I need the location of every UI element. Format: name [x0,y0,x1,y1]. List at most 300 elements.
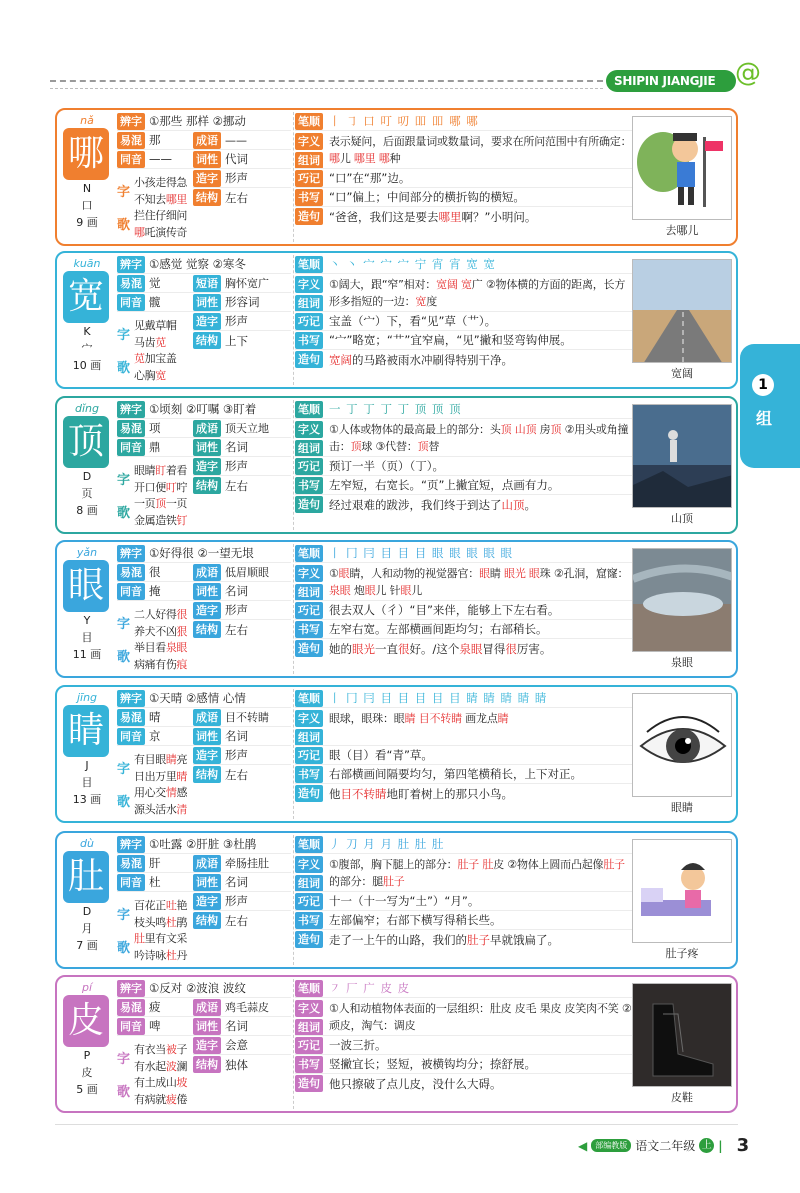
shuxie-row [295,188,633,207]
char-card-2[interactable] [55,396,738,534]
zaoju-label: 造句 [295,1075,323,1092]
shuxie-text: 竖撇宜长；竖短，被横钩均分；捺舒展。 [329,1057,536,1071]
second-label: 成语 [193,564,221,581]
bianzi-row [117,835,291,854]
char-card-4[interactable] [55,685,738,823]
rhyme-lines [134,174,187,240]
char-details [295,112,633,242]
back-arrow-icon[interactable]: ◀ [578,1138,588,1153]
tongyin-label: 同音 [117,439,145,456]
shuxie-text: 左部偏窄；右部下横写得稍长些。 [329,913,502,927]
zi-label: 字 [117,617,131,632]
rhyme-line: 金属造铁钉 [134,513,188,527]
qiaoji-label: 巧记 [295,170,323,187]
zaozi-text: 会意 [225,1038,248,1052]
tongyin-text: 掩 [149,584,161,598]
rhyme-line: 苋加宝盖 [134,352,177,366]
ge-label: 歌 [117,218,131,233]
rhyme-line: 眼睛盯着看 [134,464,188,477]
jiegou-label: 结构 [193,189,221,206]
tongyin-row [117,1017,193,1036]
zuci-label: 组词 [295,440,323,457]
char-info [63,691,111,808]
rhyme-lines [134,317,176,383]
qiaoji-label: 巧记 [295,1037,323,1054]
shuxie-row [295,1055,633,1074]
qiaoji-text: 十一（十一写为“土”）“月”。 [329,894,480,908]
shuxie-text: “口”偏上；中间部分的横折钩的横短。 [329,190,525,204]
main-character[interactable]: 眼 [63,560,109,612]
zaozi-label: 造字 [193,170,221,187]
cixing-label: 词性 [193,1018,221,1035]
tongyin-text: 京 [149,729,161,743]
zaoju-label: 造句 [295,931,323,948]
tongyin-label: 同音 [117,874,145,891]
zaozi-row [193,457,291,476]
stroke-count: 8 画 [76,504,98,517]
jiegou-row [193,188,291,207]
rhyme-block [117,601,193,677]
char-info [63,546,111,663]
ge-label: 歌 [117,795,131,810]
qiaoji-label: 巧记 [295,313,323,330]
yihun-row [117,419,193,438]
second-label: 短语 [193,275,221,292]
zaozi-text: 形声 [225,171,248,185]
qiaoji-label: 巧记 [295,458,323,475]
second-label: 成语 [193,132,221,149]
zaozi-text: 形声 [225,314,248,328]
ziyi-label: 字义 [295,856,323,873]
rhyme-line: 见戴草帽 [134,319,177,332]
qiaoji-label: 巧记 [295,602,323,619]
rhyme-block [117,169,193,245]
jiegou-row [193,1055,291,1074]
cixing-text: 名词 [225,875,248,889]
rhyme-line: 二人好得很 [134,608,188,621]
jiegou-text: 左右 [225,767,248,782]
yihun-label: 易混 [117,855,145,872]
second-text: 目不转睛 [225,711,269,724]
char-info [63,257,111,374]
rhyme-block [117,1036,193,1112]
char-card-3[interactable] [55,540,738,678]
bianzi-text: ①天晴 ②感情 心情 [149,691,246,705]
bianzi-text: ①感觉 觉察 ②寒冬 [149,257,246,271]
stroke-count: 5 画 [76,1083,98,1096]
cixing-label: 词性 [193,583,221,600]
cixing-row [193,582,291,601]
main-character[interactable]: 宽 [63,271,109,323]
rhyme-block [117,892,193,968]
rhyme-line: 枝头鸣杜鹃 [134,915,188,929]
yihun-text: 那 [149,133,161,147]
qiaoji-text: 眼（目）看“青”草。 [329,748,433,762]
shuxie-text: “宀”略宽；“艹”宜窄扁，“见”撇和竖弯钩伸展。 [329,333,572,347]
qiaoji-text: 宝盖（宀）下，看“见”草（艹）。 [329,314,497,328]
shuxie-text: 左窄短，右宽长。“页”上撇宜短，点画有力。 [329,478,560,492]
jiegou-label: 结构 [193,621,221,638]
bianzi-row [117,112,291,131]
shuxie-label: 书写 [295,189,323,206]
tongyin-label: 同音 [117,294,145,311]
tongyin-row [117,873,193,892]
rhyme-lines [134,1041,187,1107]
rhyme-line: 举目看泉眼 [134,641,188,655]
bishun-text: 一 丁 丁 丁 丁 顶 顶 顶 [329,402,462,416]
bianzi-text: ①好得很 ②一望无垠 [149,546,254,560]
bishun-row [295,255,633,274]
char-details [295,835,633,965]
zaozi-label: 造字 [193,893,221,910]
ziyi-label: 字义 [295,710,323,727]
illustration-image [632,259,732,363]
char-facts [117,544,291,674]
char-details [295,255,633,385]
char-facts [117,979,291,1109]
yihun-text: 觉 [149,276,161,290]
zaoju-row [295,495,633,514]
bishun-label: 笔顺 [295,401,323,418]
rhyme-line: 养犬不凶狠 [134,624,188,638]
ziyi-text: ①腹部，胸下腿上的部分：肚子 肚皮 ②物体上圆而凸起像肚子的部分：腿肚子 [329,858,625,888]
cixing-text: 名词 [225,729,248,743]
jiegou-text: 左右 [225,913,248,928]
series-logo: SHIPIN JIANGJIE [606,70,736,92]
bishun-label: 笔顺 [295,690,323,707]
jiegou-row [193,476,291,495]
char-details [295,400,633,530]
pinyin-letter: D [82,470,92,483]
column-divider [293,689,294,819]
ge-label: 歌 [117,361,131,376]
bishun-label: 笔顺 [295,545,323,562]
shuxie-row [295,765,633,784]
shuxie-row [295,911,633,930]
rhyme-line: 源头活水清 [134,802,188,816]
qiaoji-row [295,312,633,331]
jiegou-label: 结构 [193,912,221,929]
bishun-label: 笔顺 [295,836,323,853]
rhyme-line: 日出万里晴 [134,769,188,783]
zaoju-text: 经过艰难的跋涉，我们终于到达了山顶。 [329,497,536,512]
tongyin-row [117,293,193,312]
bianzi-row [117,979,291,998]
qiaoji-row [295,1036,633,1055]
footer-subject: 语文二年级 [635,1139,696,1153]
zaozi-label: 造字 [193,313,221,330]
jiegou-text: 独体 [225,1057,248,1072]
cixing-text: 形容词 [225,295,260,309]
bianzi-label: 辨字 [117,980,145,997]
illustration-caption: 眼睛 [671,801,693,814]
ziyi-row [295,854,633,892]
bishun-label: 笔顺 [295,980,323,997]
stroke-count: 7 画 [76,939,98,952]
qiaoji-label: 巧记 [295,747,323,764]
tongyin-text: 杜 [149,875,161,889]
illustration-image [632,548,732,652]
yihun-text: 项 [149,421,161,435]
facts-grid [117,274,291,388]
char-info [63,114,111,231]
main-character[interactable]: 哪 [63,128,109,180]
jiegou-label: 结构 [193,1056,221,1073]
jiegou-row [193,765,291,784]
rhyme-line: 不知去哪里 [134,192,188,206]
ge-label: 歌 [117,1085,131,1100]
bishun-row [295,112,633,131]
char-facts [117,689,291,819]
char-card-5[interactable] [55,831,738,969]
illustration-image [632,983,732,1087]
rhyme-line: 有病就疲倦 [134,1092,188,1106]
illustration-image [632,693,732,797]
radical: 月 [81,922,93,935]
char-card-6[interactable] [55,975,738,1113]
qiaoji-row [295,457,633,476]
cixing-label: 词性 [193,151,221,168]
shuxie-row [295,476,633,495]
yihun-row [117,131,193,150]
zaoju-text: 他目不转睛地盯着树上的那只小鸟。 [329,786,513,801]
rhyme-lines [134,606,187,672]
tongyin-text: 鼎 [149,440,161,454]
facts-grid [117,708,291,822]
zaoju-label: 造句 [295,208,323,225]
illustration-caption: 皮鞋 [671,1091,693,1104]
zaoju-row [295,930,633,949]
cixing-row [193,293,291,312]
zaozi-row [193,746,291,765]
bianzi-text: ①吐露 ②肝脏 ③杜鹃 [149,837,257,851]
zaozi-row [193,892,291,911]
zaoju-text: 他只擦破了点儿皮，没什么大碍。 [329,1076,502,1091]
yihun-label: 易混 [117,132,145,149]
shuxie-label: 书写 [295,912,323,929]
yihun-label: 易混 [117,564,145,581]
rhyme-lines [134,897,187,963]
yihun-label: 易混 [117,420,145,437]
zaoju-row [295,207,633,226]
shuxie-label: 书写 [295,477,323,494]
cixing-row [193,150,291,169]
illustration-caption: 肚子疼 [665,947,699,960]
zaozi-text: 形声 [225,603,248,617]
second-text: 顶天立地 [225,422,269,435]
tongyin-text: 啤 [149,1019,161,1033]
second-text: 牵肠挂肚 [225,857,269,870]
bianzi-text: ①反对 ②波浪 波纹 [149,981,246,995]
zaozi-row [193,169,291,188]
second-row [193,998,291,1017]
illustration-caption: 宽阔 [671,367,693,380]
zaoju-text: 宽阔的马路被雨水冲刷得特别干净。 [329,352,513,367]
zaoju-label: 造句 [295,351,323,368]
pinyin-letter: P [83,1049,91,1062]
yihun-text: 晴 [149,710,161,724]
yihun-label: 易混 [117,275,145,292]
bishun-row [295,689,633,708]
column-divider [293,544,294,674]
ziyi-row [295,708,633,746]
second-label: 成语 [193,855,221,872]
zaoju-row [295,784,633,803]
rhyme-line: 百花正吐艳 [134,899,188,912]
ge-label: 歌 [117,941,131,956]
shuxie-row [295,620,633,639]
yihun-row [117,854,193,873]
zaozi-text: 形声 [225,894,248,908]
tongyin-label: 同音 [117,728,145,745]
qiaoji-text: “口”在“那”边。 [329,171,411,185]
ziyi-label: 字义 [295,421,323,438]
zaoju-label: 造句 [295,640,323,657]
jiegou-label: 结构 [193,477,221,494]
zaoju-text: 走了一上午的山路，我们的肚子早就饿扁了。 [329,932,559,947]
ziyi-label: 字义 [295,133,323,150]
bianzi-row [117,400,291,419]
jiegou-text: 左右 [225,622,248,637]
rhyme-block [117,312,193,388]
char-info [63,837,111,954]
char-card-1[interactable] [55,251,738,389]
ziyi-text: 眼球，眼珠：眼睛 目不转睛 画龙点睛 [329,712,509,725]
char-card-0[interactable] [55,108,738,246]
facts-grid [117,131,291,245]
jiegou-label: 结构 [193,332,221,349]
ge-label: 歌 [117,506,131,521]
bianzi-label: 辨字 [117,401,145,418]
bishun-text: ㇇ 厂 广 皮 皮 [329,981,411,995]
main-character[interactable]: 肚 [63,851,109,903]
tongyin-label: 同音 [117,583,145,600]
group-number: 1 [752,374,774,396]
rhyme-line: 小孩走得急 [134,176,188,189]
second-row [193,274,291,293]
radical: 皮 [81,1066,93,1079]
main-character[interactable]: 皮 [63,995,109,1047]
second-row [193,131,291,150]
bishun-text: 丨 ㇆ 口 叮 叨 吅 吅 哪 哪 [329,114,479,128]
bianzi-label: 辨字 [117,545,145,562]
column-divider [293,112,294,242]
ziyi-text: ①阔大，跟“窄”相对：宽阔 宽广 ②物体横的方面的距离，长方形多指短的一边：宽度 [329,278,626,308]
zaozi-label: 造字 [193,458,221,475]
main-character[interactable]: 顶 [63,416,109,468]
bishun-text: 丨 冂 冃 目 目 目 眼 眼 眼 眼 眼 [329,546,514,560]
ziyi-label: 字义 [295,276,323,293]
second-row [193,419,291,438]
column-divider [293,835,294,965]
tongyin-row [117,150,193,169]
rhyme-line: 马齿苋 [134,335,166,349]
second-text: 低眉顺眼 [225,566,269,579]
publisher-badge: 部编教版 [591,1139,631,1152]
zi-label: 字 [117,762,131,777]
stroke-count: 9 画 [76,216,98,229]
header-dashed-line [50,80,603,82]
zaoju-label: 造句 [295,496,323,513]
second-row [193,854,291,873]
rhyme-line: 有目眼睛亮 [134,753,188,766]
main-character[interactable]: 睛 [63,705,109,757]
char-details [295,544,633,674]
jiegou-row [193,331,291,350]
column-divider [293,255,294,385]
pinyin-letter: K [83,325,91,338]
pinyin: yǎn [76,546,98,559]
rhyme-line: 用心交情感 [134,786,188,800]
zaozi-text: 形声 [225,459,248,473]
ziyi-row [295,274,633,312]
second-text: —— [225,133,247,147]
bianzi-label: 辨字 [117,256,145,273]
second-row [193,563,291,582]
bianzi-label: 辨字 [117,836,145,853]
bishun-row [295,544,633,563]
tongyin-text: 髋 [149,295,161,309]
second-text: 胸怀宽广 [225,277,269,290]
qiaoji-label: 巧记 [295,893,323,910]
yihun-row [117,708,193,727]
zaoju-row [295,639,633,658]
pinyin-letter: N [82,182,92,195]
zaozi-label: 造字 [193,602,221,619]
shuxie-label: 书写 [295,332,323,349]
yihun-row [117,998,193,1017]
bianzi-row [117,255,291,274]
tongyin-row [117,438,193,457]
radical: 目 [81,776,93,789]
bishun-row [295,400,633,419]
rhyme-line: 心胸宽 [134,368,166,382]
group-side-tab[interactable] [740,344,800,468]
illustration-caption: 山顶 [671,512,693,525]
facts-grid [117,854,291,968]
tongyin-text: —— [149,152,172,166]
bianzi-row [117,544,291,563]
yihun-text: 很 [149,565,161,579]
second-label: 成语 [193,420,221,437]
footer-term: 上 [699,1138,714,1153]
bishun-label: 笔顺 [295,256,323,273]
facts-grid [117,563,291,677]
stroke-count: 10 画 [72,359,102,372]
radical: 目 [81,631,93,644]
cixing-row [193,873,291,892]
bishun-label: 笔顺 [295,113,323,130]
zi-label: 字 [117,908,131,923]
ziyi-row [295,563,633,601]
qiaoji-row [295,892,633,911]
zuci-label: 组词 [295,875,323,892]
illustration-image [632,404,732,508]
ziyi-row [295,419,633,457]
jiegou-row [193,620,291,639]
shuxie-text: 左窄右宽。左部横画间距均匀；右部稍长。 [329,622,548,636]
qiaoji-text: 很去双人（彳）“目”来伴，能够上下左右看。 [329,603,560,617]
zuci-label: 组词 [295,729,323,746]
jiegou-label: 结构 [193,766,221,783]
ge-label: 歌 [117,650,131,665]
group-label: 组 [756,409,773,428]
rhyme-line: 病痛有伤痕 [134,657,188,671]
char-facts [117,112,291,242]
yihun-text: 疲 [149,1000,161,1014]
zaozi-row [193,1036,291,1055]
radical: 页 [81,487,93,500]
